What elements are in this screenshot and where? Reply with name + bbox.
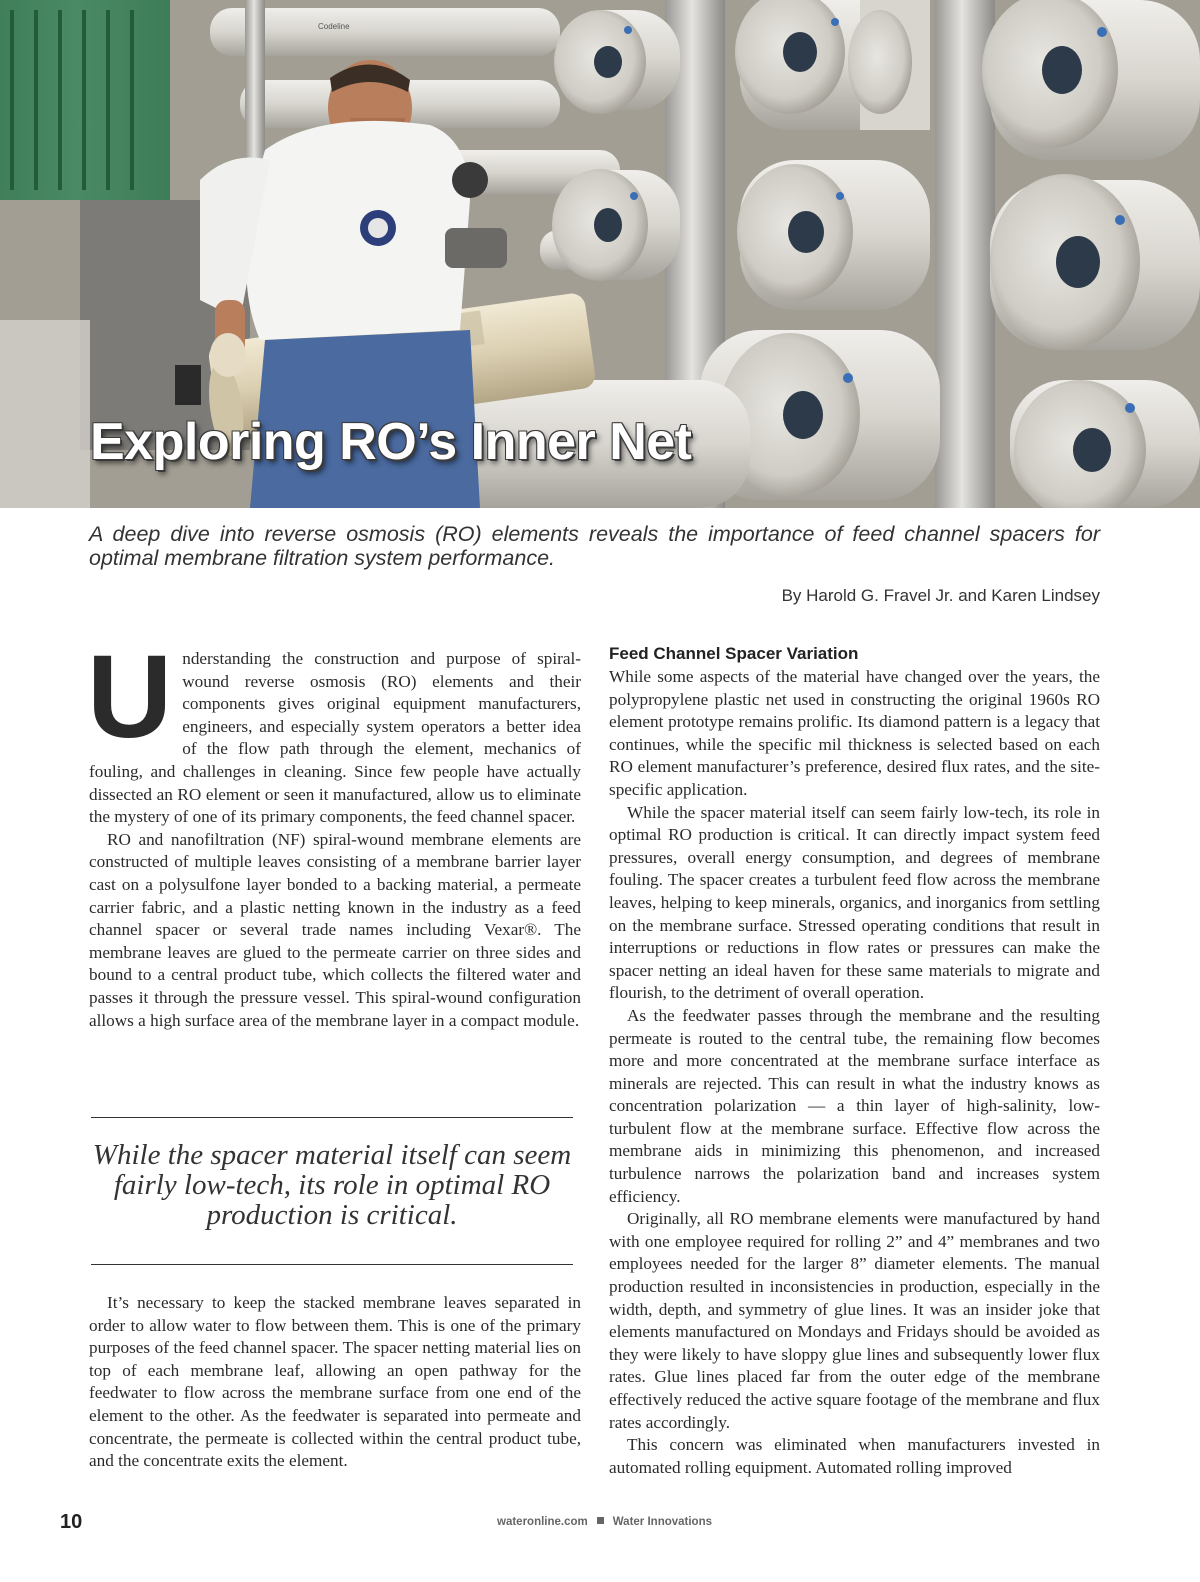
body-paragraph: As the feedwater passes through the membrane and the resulting permeate is routed to the central tube, the remaining flow becomes more and more concentrated at the membrane surface interface as minerals are rejected. This can result in what the industry knows as concentration polarization — a thin layer of high-salinity, low-turbulent flow at the membrane surface. Effective flow across the membrane aids in minimizing this phenomenon, and increased turbulence narrows the polarization band and increases system efficiency. <box>609 1005 1100 1206</box>
pullquote-top-rule <box>91 1117 573 1118</box>
body-paragraph: RO and nanofiltration (NF) spiral-wound membrane elements are constructed of multiple leaves consisting of a membrane barrier layer cast on a polysulfone layer bonded to a backing material, a permeate carrier fabric, and a plastic netting known in the industry as a feed channel spacer or several trade names including Vexar®. The membrane leaves are glued to the permeate carrier on three sides and bound to a central product tube, which collects the filtered water and passes it through the pressure vessel. This spiral-wound configuration allows a high surface area of the membrane layer in a compact module. <box>89 829 581 1030</box>
page-number: 10 <box>60 1511 83 1533</box>
footer-separator-icon <box>597 1517 604 1524</box>
intro-paragraph <box>87 631 581 829</box>
pullquote-bottom-rule <box>91 1264 573 1265</box>
body-paragraph: Originally, all RO membrane elements were manufactured by hand with one employee required for rolling 2” and 4” membranes and two employees needed for the larger 8” diameter elements. The manual production resulted in inconsistencies in production, especially in the width, depth, and symmetry of glue lines. It was an insider joke that elements manufactured on Mondays and Fridays should be avoided as they were likely to have sloppy glue lines and subsequently lower flux rates. Glue lines placed far from the outer edge of the membrane effectively reduced the active square footage of the membrane and flux rates accordingly. <box>609 1209 1100 1432</box>
drop-cap: U <box>87 631 173 763</box>
page-footer <box>497 1516 712 1528</box>
body-paragraph: While the spacer material itself can seem fairly low-tech, its role in optimal RO production is critical. It can directly impact system feed pressures, overall energy consumption, and degrees of membrane fouling. The spacer creates a turbulent feed flow across the membrane leaves, helping to keep minerals, organics, and inorganics from settling on the membrane surface. Stressed operating conditions that result in interruptions or reductions in flow rates or pressures can make the spacer netting an ideal haven for these same materials to migrate and flourish, to the detriment of overall operation. <box>609 802 1100 1003</box>
body-paragraph: It’s necessary to keep the stacked membrane leaves separated in order to allow water to flow between them. This is one of the primary purposes of the feed channel spacer. The spacer netting material lies on top of each membrane leaf, allowing an open pathway for the feedwater to flow across the membrane surface from one end of the element to the other. As the feedwater is separated into permeate and concentrate, the permeate is collected within the central product tube, and the concentrate exits the element. <box>89 1293 581 1471</box>
article-deck: A deep dive into reverse osmosis (RO) elements reveals the importance of feed channel spacers for optimal membrane filtration system performance. <box>89 522 1100 570</box>
pull-quote: While the spacer material itself can seem fairly low-tech, its role in optimal RO production is critical. <box>92 1139 572 1231</box>
body-paragraph: While some aspects of the material have changed over the years, the polypropylene plastic net used in constructing the original 1960s RO element prototype remains prolific. Its diamond pattern is a legacy that continues, while the specific mil thickness is selected based on each RO element manufacturer’s preference, desired flux rates, and the site-specific application. <box>609 667 1100 799</box>
section-subhead: Feed Channel Spacer Variation <box>609 644 859 663</box>
byline: By Harold G. Fravel Jr. and Karen Lindsey <box>781 586 1100 605</box>
left-column <box>87 631 581 1032</box>
article-title: Exploring RO’s Inner Net <box>90 413 692 471</box>
right-column <box>609 643 1100 1479</box>
hero-photo <box>0 0 1200 508</box>
pipe-label: Codeline <box>318 22 350 31</box>
footer-publication: Water Innovations <box>612 1516 712 1528</box>
intro-text: nderstanding the construction and purpose of spiral-wound reverse osmosis (RO) elements and their components gives original equipment manufacturers, engineers, and especially system operators a better idea of the flow path through the element, mechanics of fouling, and challenges in cleaning. Since few people have actually dissected an RO element or seen it manufactured, allow us to eliminate the mystery of one of its primary components, the feed channel spacer. <box>89 649 581 827</box>
footer-site: wateronline.com <box>497 1516 588 1528</box>
left-column-continued <box>89 1292 581 1473</box>
body-paragraph: This concern was eliminated when manufacturers invested in automated rolling equipment. Automated rolling improved <box>609 1435 1100 1477</box>
